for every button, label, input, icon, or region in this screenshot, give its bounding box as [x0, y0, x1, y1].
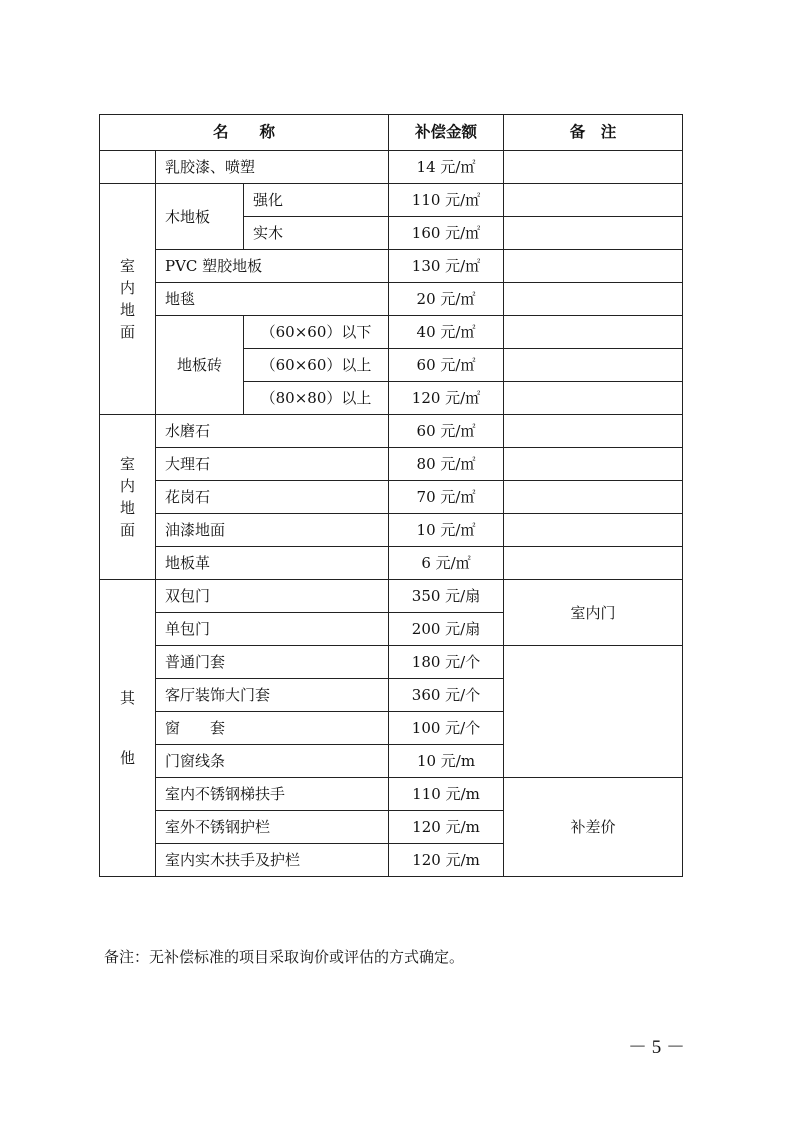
item-amount: 360 元/个	[389, 679, 504, 712]
item-amount: 120 元/㎡	[389, 382, 504, 415]
table-row	[100, 448, 683, 481]
table-row	[100, 151, 683, 184]
footnote: 备注：无补偿标准的项目采取询价或评估的方式确定。	[104, 948, 465, 966]
category-label: 其他	[119, 689, 135, 767]
item-remark	[504, 547, 683, 580]
category-label: 室内地面	[119, 455, 135, 539]
category-label: 室内地面	[119, 257, 135, 341]
table-row	[100, 514, 683, 547]
table-row	[100, 250, 683, 283]
table-row	[100, 316, 683, 349]
item-remark	[504, 217, 683, 250]
item-amount: 180 元/个	[389, 646, 504, 679]
item-amount: 10 元/m	[389, 745, 504, 778]
item-name: 地板革	[156, 547, 389, 580]
item-name: 地毯	[156, 283, 389, 316]
table-row	[100, 481, 683, 514]
table-row	[100, 283, 683, 316]
item-remark	[504, 184, 683, 217]
item-amount: 130 元/㎡	[389, 250, 504, 283]
item-subname: （60×60）以下	[244, 316, 389, 349]
item-name: 客厅装饰大门套	[156, 679, 389, 712]
item-remark	[504, 415, 683, 448]
category-cell	[100, 184, 156, 415]
item-name: 双包门	[156, 580, 389, 613]
item-name: 单包门	[156, 613, 389, 646]
item-name: 窗 套	[156, 712, 389, 745]
header-amount: 补偿金额	[389, 115, 504, 151]
item-amount: 60 元/㎡	[389, 415, 504, 448]
item-group-name: 木地板	[156, 184, 244, 250]
item-name: 室外不锈钢护栏	[156, 811, 389, 844]
item-remark	[504, 646, 683, 778]
item-remark	[504, 349, 683, 382]
item-name: 花岗石	[156, 481, 389, 514]
item-amount: 14 元/㎡	[389, 151, 504, 184]
item-amount: 40 元/㎡	[389, 316, 504, 349]
table-row	[100, 184, 683, 217]
table-header-row	[100, 115, 683, 151]
table-row	[100, 646, 683, 679]
item-name: PVC 塑胶地板	[156, 250, 389, 283]
item-name: 油漆地面	[156, 514, 389, 547]
item-name: 水磨石	[156, 415, 389, 448]
table-row	[100, 778, 683, 811]
item-subname: （80×80）以上	[244, 382, 389, 415]
item-amount: 70 元/㎡	[389, 481, 504, 514]
item-amount: 200 元/扇	[389, 613, 504, 646]
item-group-name: 地板砖	[156, 316, 244, 415]
item-remark	[504, 382, 683, 415]
item-subname: （60×60）以上	[244, 349, 389, 382]
category-cell	[100, 580, 156, 877]
item-remark	[504, 151, 683, 184]
item-name: 门窗线条	[156, 745, 389, 778]
table-row	[100, 580, 683, 613]
item-remark	[504, 316, 683, 349]
header-name: 名 称	[100, 115, 389, 151]
item-amount: 160 元/㎡	[389, 217, 504, 250]
item-amount: 100 元/个	[389, 712, 504, 745]
item-amount: 120 元/m	[389, 811, 504, 844]
item-amount: 110 元/㎡	[389, 184, 504, 217]
item-subname: 实木	[244, 217, 389, 250]
item-remark: 室内门	[504, 580, 683, 646]
item-amount: 6 元/㎡	[389, 547, 504, 580]
item-name: 大理石	[156, 448, 389, 481]
item-subname: 强化	[244, 184, 389, 217]
item-name: 室内不锈钢梯扶手	[156, 778, 389, 811]
item-name: 室内实木扶手及护栏	[156, 844, 389, 877]
item-amount: 60 元/㎡	[389, 349, 504, 382]
item-remark	[504, 448, 683, 481]
table-row	[100, 547, 683, 580]
item-remark: 补差价	[504, 778, 683, 877]
item-name: 乳胶漆、喷塑	[156, 151, 389, 184]
item-remark	[504, 250, 683, 283]
item-amount: 10 元/㎡	[389, 514, 504, 547]
item-amount: 120 元/m	[389, 844, 504, 877]
item-name: 普通门套	[156, 646, 389, 679]
compensation-table	[99, 114, 683, 877]
header-remark: 备 注	[504, 115, 683, 151]
category-cell	[100, 415, 156, 580]
item-amount: 350 元/扇	[389, 580, 504, 613]
category-cell	[100, 151, 156, 184]
item-amount: 110 元/m	[389, 778, 504, 811]
item-amount: 20 元/㎡	[389, 283, 504, 316]
table-row	[100, 415, 683, 448]
item-remark	[504, 481, 683, 514]
item-remark	[504, 283, 683, 316]
item-remark	[504, 514, 683, 547]
item-amount: 80 元/㎡	[389, 448, 504, 481]
page-number: － 5 －	[628, 1037, 686, 1058]
